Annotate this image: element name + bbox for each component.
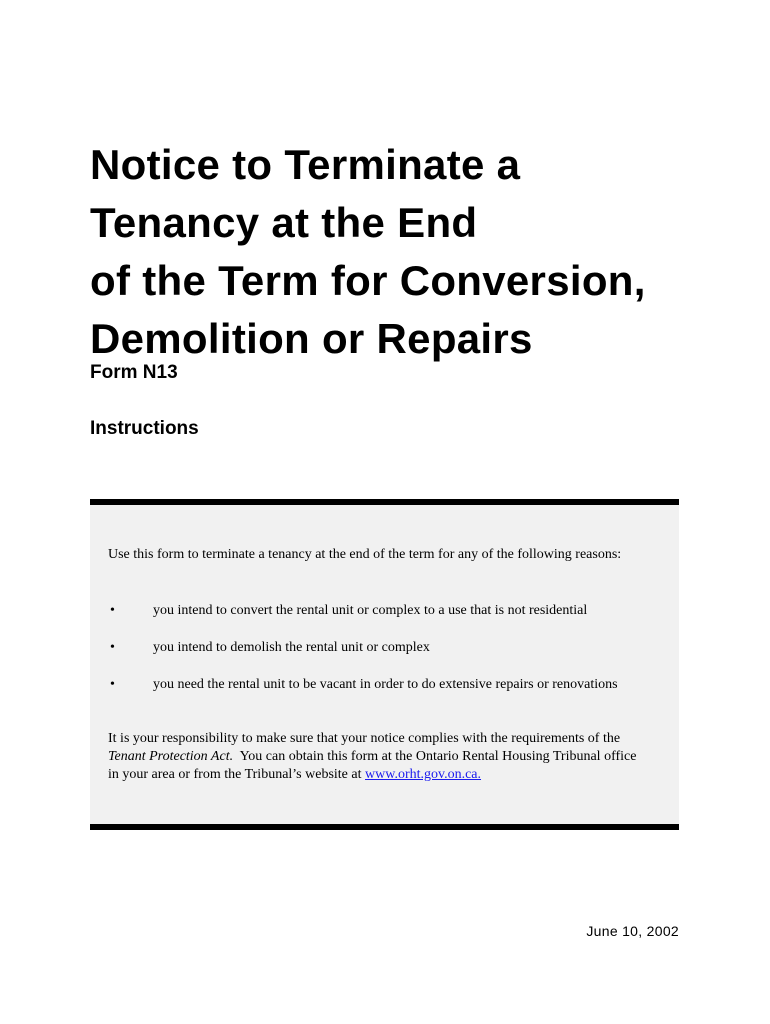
document-title bbox=[90, 136, 646, 368]
closing-text-2: You can obtain this form at the Ontario Rental Housing Tribunal office in your area or from the Tribunal’s website at bbox=[108, 749, 640, 782]
instructions-heading: Instructions bbox=[90, 418, 199, 439]
title-line-3: of the Term for Conversion, bbox=[90, 257, 646, 304]
act-name: Tenant Protection Act. bbox=[108, 749, 234, 764]
closing-text-1: It is your responsibility to make sure that your notice complies with the requirements of the bbox=[108, 731, 621, 746]
list-item-text: you need the rental unit to be vacant in order to do extensive repairs or renovations bbox=[153, 677, 618, 692]
bullet-icon: • bbox=[110, 677, 115, 692]
list-item-text: you intend to convert the rental unit or complex to a use that is not residential bbox=[153, 603, 588, 618]
title-line-4: Demolition or Repairs bbox=[90, 315, 533, 362]
list-item bbox=[108, 602, 639, 620]
bullet-icon: • bbox=[110, 603, 115, 618]
tribunal-website-link[interactable]: www.orht.gov.on.ca. bbox=[365, 767, 482, 782]
list-item-text: you intend to demolish the rental unit or complex bbox=[153, 640, 430, 655]
title-line-2: Tenancy at the End bbox=[90, 199, 478, 246]
bullet-icon: • bbox=[110, 640, 115, 655]
list-item bbox=[108, 639, 639, 657]
document-date: June 10, 2002 bbox=[586, 923, 679, 939]
form-number: Form N13 bbox=[90, 362, 178, 383]
instructions-box bbox=[90, 499, 679, 830]
list-item bbox=[108, 676, 639, 694]
closing-paragraph bbox=[108, 730, 639, 784]
intro-paragraph: Use this form to terminate a tenancy at the end of the term for any of the following reasons: bbox=[108, 547, 622, 562]
title-line-1: Notice to Terminate a bbox=[90, 141, 521, 188]
